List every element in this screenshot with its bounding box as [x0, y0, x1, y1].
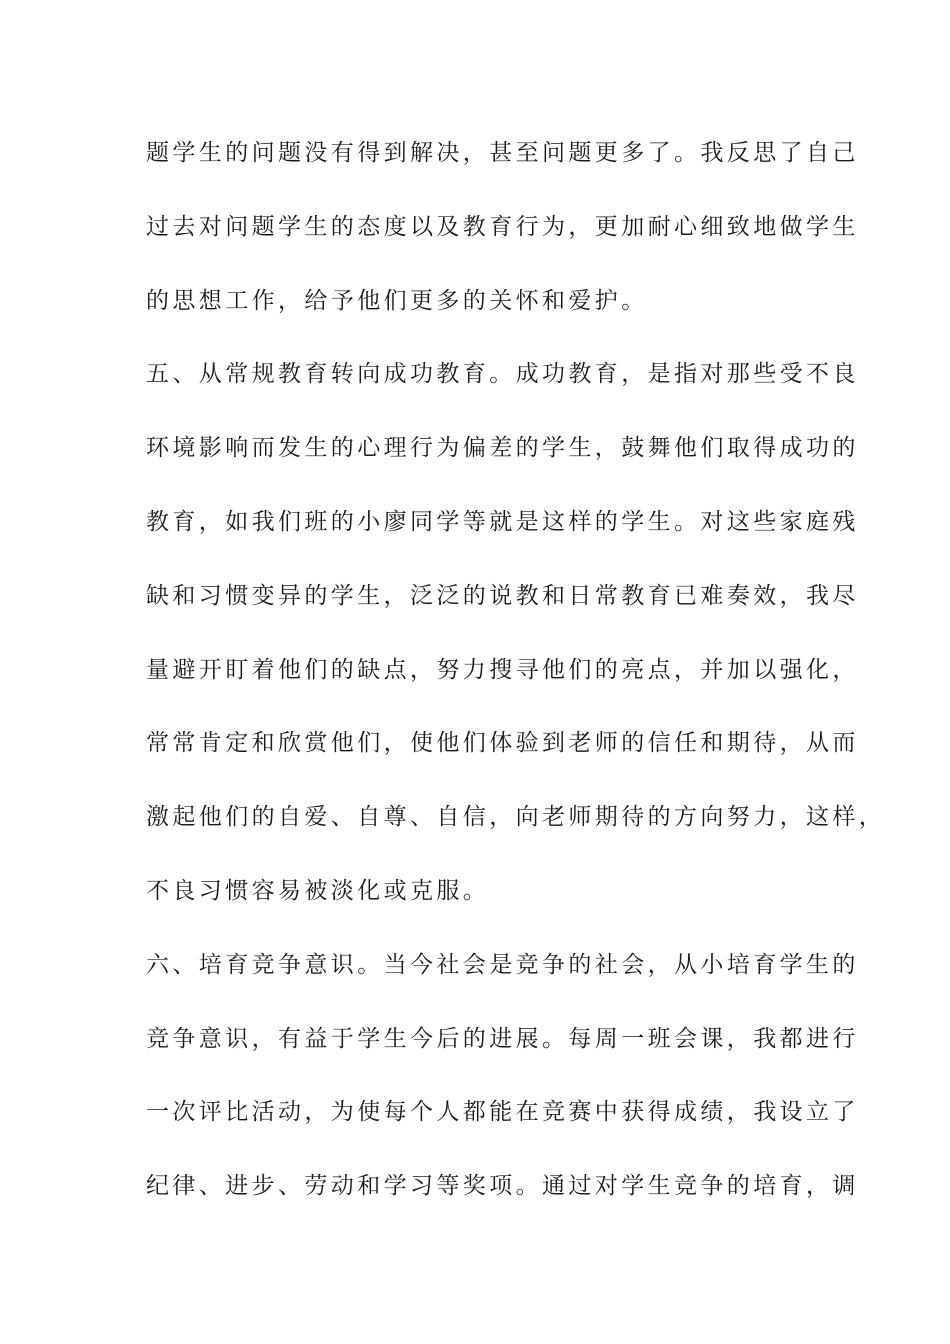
- text-line: 题学生的问题没有得到解决，甚至问题更多了。我反思了自己: [146, 140, 859, 166]
- text-line: 纪律、进步、劳动和学习等奖项。通过对学生竞争的培育，调: [146, 1173, 859, 1200]
- text-line: 缺和习惯变异的学生，泛泛的说教和日常教育已难奏效，我尽: [146, 582, 859, 609]
- text-line: 环境影响而发生的心理行为偏差的学生，鼓舞他们取得成功的: [146, 435, 859, 462]
- text-line: 量避开盯着他们的缺点，努力搜寻他们的亮点，并加以强化，: [146, 656, 859, 683]
- text-line: 的思想工作，给予他们更多的关怀和爱护。: [146, 287, 648, 314]
- text-line: 五、从常规教育转向成功教育。成功教育，是指对那些受不良: [146, 361, 859, 388]
- text-line: 教育，如我们班的小廖同学等就是这样的学生。对这些家庭残: [146, 508, 859, 535]
- text-line: 六、培育竞争意识。当今社会是竞争的社会，从小培育学生的: [146, 951, 859, 978]
- text-line: 不良习惯容易被淡化或克服。: [146, 877, 490, 904]
- text-line: 一次评比活动，为使每个人都能在竞赛中获得成绩，我设立了: [146, 1099, 859, 1126]
- text-line: 竞争意识，有益于学生今后的进展。每周一班会课，我都进行: [146, 1025, 859, 1052]
- text-line: 常常肯定和欣赏他们，使他们体验到老师的信任和期待，从而: [146, 730, 859, 757]
- text-line: 激起他们的自爱、自尊、自信，向老师期待的方向努力，这样，: [146, 804, 886, 831]
- body-text: [146, 128, 886, 1235]
- text-line: 过去对问题学生的态度以及教育行为，更加耐心细致地做学生: [146, 213, 859, 240]
